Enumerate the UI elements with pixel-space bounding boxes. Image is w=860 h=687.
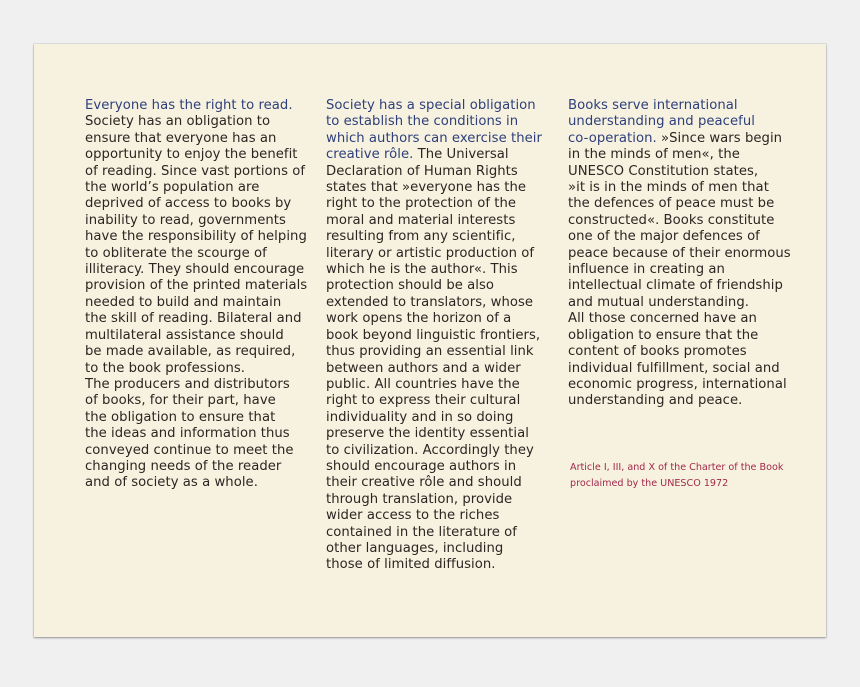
charter-credit: Article I, III, and X of the Charter of the Book proclaimed by the UNESCO 1972 (570, 462, 784, 489)
column-lead: Society has a special obligation to establish the conditions in which authors can exercise their creative rôle. (326, 98, 542, 163)
column-international-understanding (568, 98, 804, 410)
column-lead: Books serve international understanding and peaceful co-operation. (568, 98, 755, 146)
column-body: »Since wars begin in the minds of men«, the UNESCO Constitution states, »it is in the minds of men that the defences of peace must be constructed«. Books constitute one of the major defences of peace because of their enormous influence in creating an intellectual climate of friendship and mutual understanding. All those concerned have an obligation to ensure that the content of books promotes individual fulfillment, social and economic progress, international understanding and peace. (568, 130, 791, 409)
column-authors-obligation (326, 98, 562, 574)
column-body: Society has an obligation to ensure that everyone has an opportunity to enjoy the benefit of reading. Since vast portions of the world’s population are deprived of access to books by inability to read, governments have the responsibility of helping to obliterate the scourge of illiteracy. They should encourage provision of the printed materials needed to build and maintain the skill of reading. Bilateral and multilateral assistance should be made available, as required, to the book professions. The producers and distributors of books, for their part, have the obligation to ensure that the ideas and information thus conveyed continue to meet the changing needs of the reader and of society as a whole. (85, 114, 308, 491)
column-body: The Universal Declaration of Human Rights states that »everyone has the right to the protection of the moral and material interests resulting from any scientific, literary or artistic production of which he is the author«. This protection should be also extended to translators, whose work opens the horizon of a book beyond linguistic frontiers, thus providing an essential link between authors and a wider public. All countries have the right to express their cultural individuality and in so doing preserve the identity essential to civilization. Accordingly they should encourage authors in their creative rôle and should through translation, provide wider access to the riches contained in the literature of other languages, including those of limited diffusion. (326, 147, 541, 573)
charter-card (34, 44, 826, 637)
column-lead: Everyone has the right to read. (85, 98, 293, 113)
column-right-to-read (85, 98, 321, 492)
